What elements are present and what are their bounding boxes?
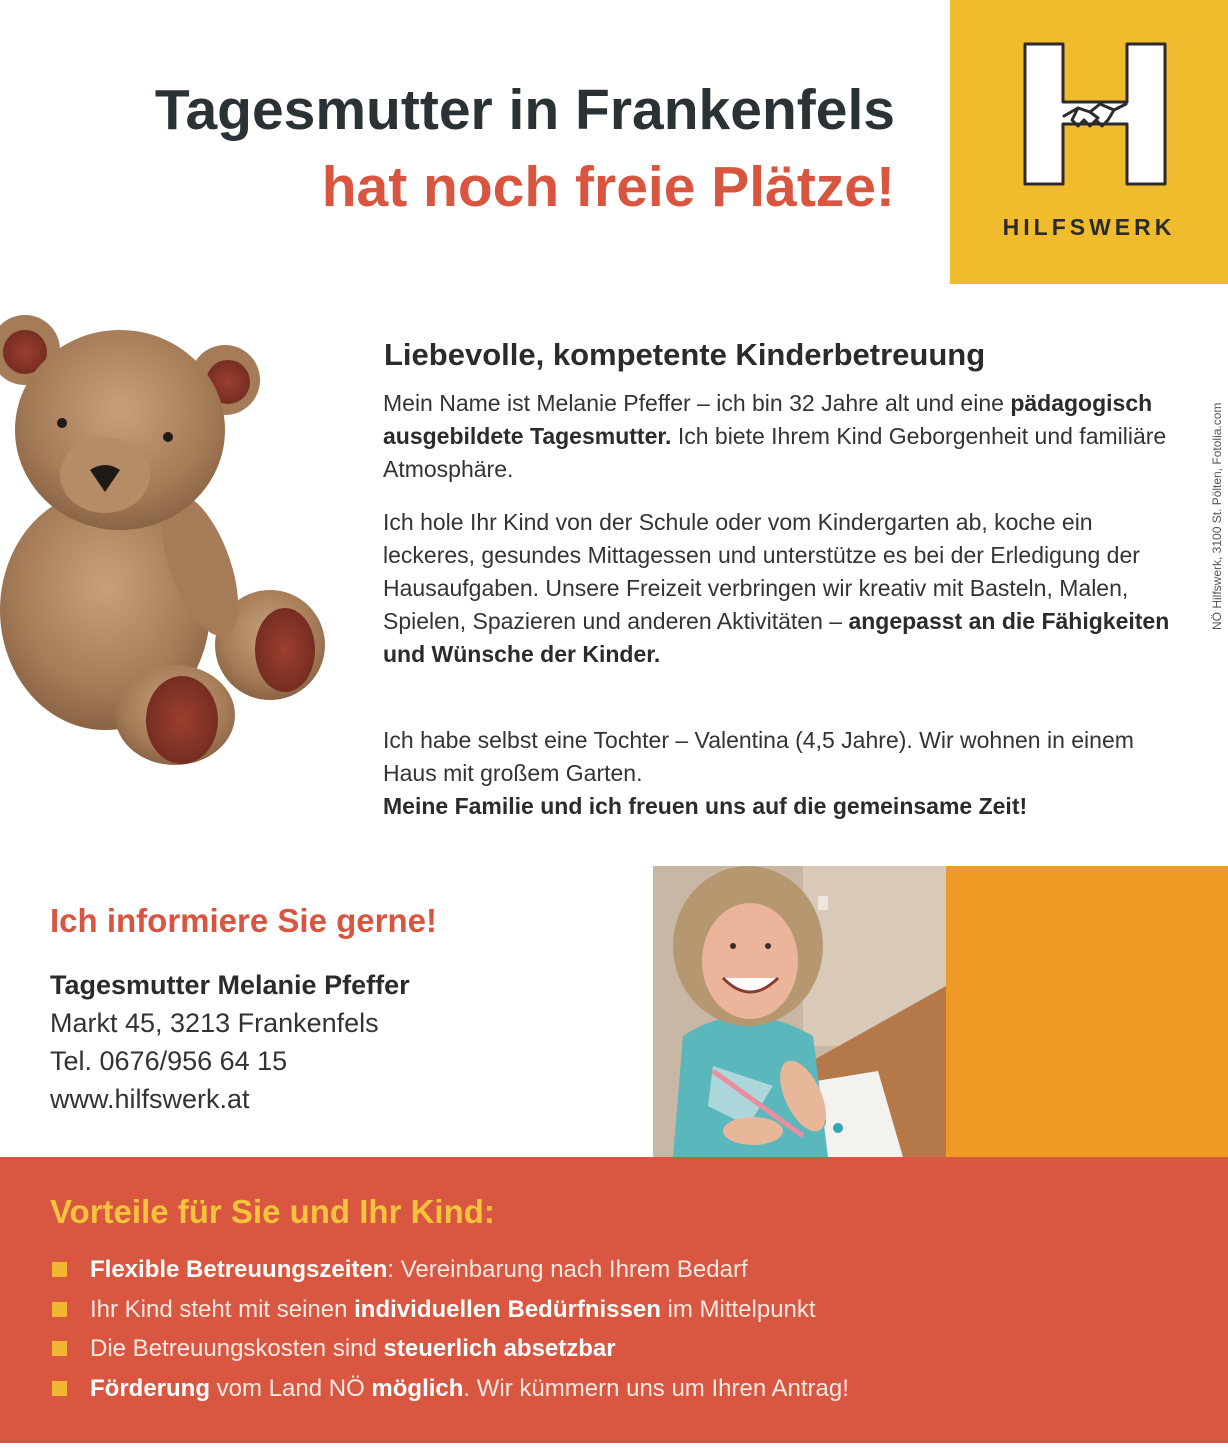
contact-phone: Tel. 0676/956 64 15: [50, 1046, 288, 1076]
benefit-text-2: . Wir kümmern uns um Ihren Antrag!: [463, 1375, 849, 1402]
headline-subtitle: hat noch freie Plätze!: [321, 155, 895, 219]
headline-title: Tagesmutter in Frankenfels: [154, 78, 895, 142]
hilfswerk-logo: [950, 0, 1228, 284]
activities-bold: angepasst an die Fähigkeiten und Wünsche der Kinder.: [383, 608, 1170, 667]
contact-heading: Ich informiere Sie gerne!: [50, 902, 437, 939]
family-text: Ich habe selbst eine Tochter – Valentina (4,5 Jahre). Wir wohnen in einem Haus mit großem Garten.: [383, 727, 1134, 786]
activities-paragraph: [383, 506, 1183, 671]
benefit-item: [52, 1372, 1192, 1406]
contact-name: Tagesmutter Melanie Pfeffer: [50, 970, 410, 1000]
bullet-square-icon: [52, 1302, 67, 1317]
bullet-square-icon: [52, 1381, 67, 1396]
benefit-item: [52, 1293, 1192, 1327]
contact-website-link[interactable]: www.hilfswerk.at: [50, 1084, 250, 1114]
benefit-bold: Flexible Betreuungszeiten: [90, 1256, 388, 1283]
contact-address: Markt 45, 3213 Frankenfels: [50, 1008, 379, 1038]
intro-paragraph: [383, 387, 1183, 486]
benefit-text: Die Betreuungskosten sind: [90, 1335, 384, 1362]
photo-credit-text: NÖ Hilfswerk, 3100 St. Pölten, Fotolia.com: [1210, 402, 1224, 630]
benefit-text-2: im Mittelpunkt: [660, 1296, 816, 1323]
benefit-item: [52, 1253, 1192, 1287]
benefit-bold-2: möglich: [371, 1375, 464, 1402]
intro-text-2: Ich biete Ihrem Kind Geborgenheit und familiäre Atmosphäre.: [383, 423, 1167, 482]
benefit-text: Ihr Kind steht mit seinen: [90, 1296, 355, 1323]
intro-text: Mein Name ist Melanie Pfeffer – ich bin 32 Jahre alt und eine: [383, 390, 1011, 416]
family-paragraph: [383, 724, 1183, 823]
benefit-text: : Vereinbarung nach Ihrem Bedarf: [387, 1256, 748, 1283]
benefit-text: vom Land NÖ: [210, 1375, 372, 1402]
bullet-square-icon: [52, 1262, 67, 1277]
child-drawing-photo: [653, 866, 946, 1157]
intro-bold: pädagogisch ausgebildete Tagesmutter.: [383, 390, 1153, 449]
logo-wordmark: HILFSWERK: [1002, 214, 1176, 240]
benefits-heading: Vorteile für Sie und Ihr Kind:: [50, 1193, 495, 1230]
benefit-bold: steuerlich absetzbar: [383, 1335, 616, 1362]
orange-accent-block: [946, 866, 1228, 1157]
benefit-bold: individuellen Bedürfnissen: [354, 1296, 661, 1323]
benefit-bold: Förderung: [90, 1375, 210, 1402]
photo-credit: [1208, 350, 1228, 640]
main-heading: Liebevolle, kompetente Kinderbetreuung: [384, 337, 986, 372]
benefit-item: [52, 1332, 1192, 1366]
family-bold: Meine Familie und ich freuen uns auf die gemeinsame Zeit!: [383, 793, 1028, 819]
teddy-bear-image: [0, 310, 340, 790]
activities-text: Ich hole Ihr Kind von der Schule oder vom Kindergarten ab, koche ein leckeres, gesundes Mittagessen und unterstütze es bei der Erledigung der Hausaufgaben. Unsere Freizeit verbringen wir kreativ mit Basteln, Malen, Spielen, Spazieren und anderen Aktivitäten –: [383, 509, 1140, 634]
handshake-h-icon: [1020, 40, 1170, 188]
bullet-square-icon: [52, 1341, 67, 1356]
